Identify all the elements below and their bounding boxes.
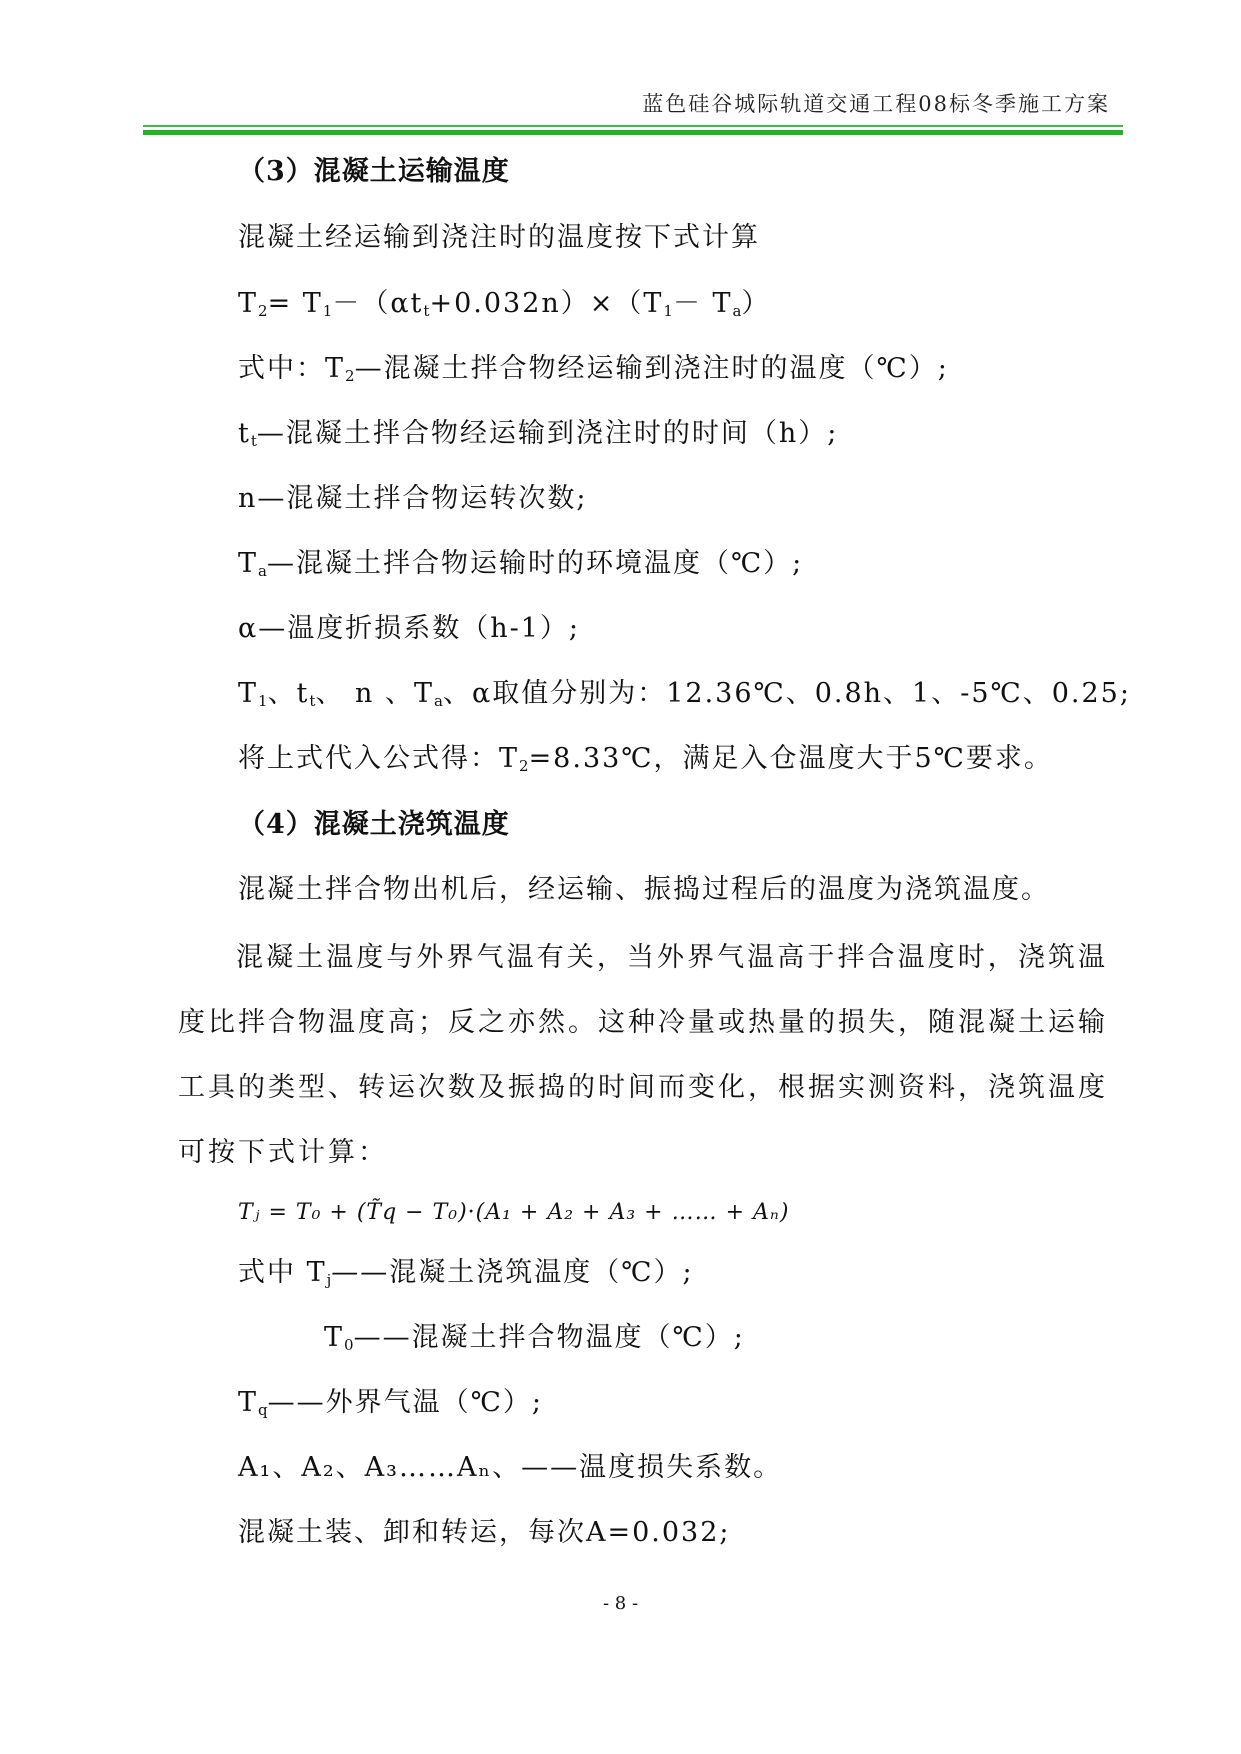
transport-temperature-formula: $T_2= T_1-(\alpha t_t+0.032n)\times(T_1- T_a)$ bbox=[238, 288, 771, 320]
parameter-values: $T_1$、$t_t$、 n 、$T_a$、α取值分别为：12.36℃、0.8h、1、-5℃、0.25; bbox=[238, 678, 1131, 710]
section-3-intro: 混凝土经运输到浇注时的温度按下式计算 bbox=[238, 222, 760, 253]
definition-transfer-coefficient: 混凝土装、卸和转运，每次A=0.032; bbox=[238, 1517, 731, 1548]
section-3-heading: （3）混凝土运输温度 bbox=[238, 156, 510, 187]
definition-t0: $T_0——$混凝土拌合物温度（℃）; bbox=[324, 1322, 745, 1354]
definition-t2: 式中：$T_2—$混凝土拌合物经运输到浇注时的温度（℃）; bbox=[238, 353, 949, 385]
pouring-temperature-formula: Tⱼ = T₀ + (T̃q − T₀)·(A₁ + A₂ + A₃ + …… + Aₙ) bbox=[238, 1200, 790, 1225]
header-rule-thin bbox=[143, 125, 1123, 127]
definition-loss-coefficients: A₁、A₂、A₃……Aₙ、——温度损失系数。 bbox=[238, 1452, 783, 1483]
definition-ta: $T_a—$混凝土拌合物运输时的环境温度（℃）; bbox=[238, 548, 804, 580]
definition-alpha: α—温度折损系数（h-1）; bbox=[238, 613, 581, 644]
section-4-paragraph-2: 混凝土温度与外界气温有关，当外界气温高于拌合温度时，浇筑温度比拌合物温度高；反之亦然。这种冷量或热量的损失，随混凝土运输工具的类型、转运次数及振捣的时间而变化，根据实测资料，浇筑温度可按下式计算： bbox=[178, 942, 1108, 1168]
definition-tq: $T_q——$外界气温（℃）; bbox=[238, 1387, 543, 1419]
result-statement: 将上式代入公式得：$T_2=8.33℃$，满足入仓温度大于5℃要求。 bbox=[238, 743, 1053, 775]
definition-n: n—混凝土拌合物运转次数; bbox=[238, 483, 588, 514]
definition-tj: 式中 $T_j——$混凝土浇筑温度（℃）; bbox=[238, 1257, 694, 1289]
section-4-heading: （4）混凝土浇筑温度 bbox=[238, 809, 510, 840]
section-4-paragraph-1: 混凝土拌合物出机后，经运输、振捣过程后的温度为浇筑温度。 bbox=[238, 874, 1050, 905]
definition-tt: $t_t—$混凝土拌合物经运输到浇注时的时间（h）; bbox=[238, 418, 839, 450]
page-number: - 8 - bbox=[602, 1593, 639, 1614]
header-rule-thick bbox=[143, 130, 1123, 135]
page-header-title: 蓝色硅谷城际轨道交通工程08标冬季施工方案 bbox=[642, 92, 1110, 116]
